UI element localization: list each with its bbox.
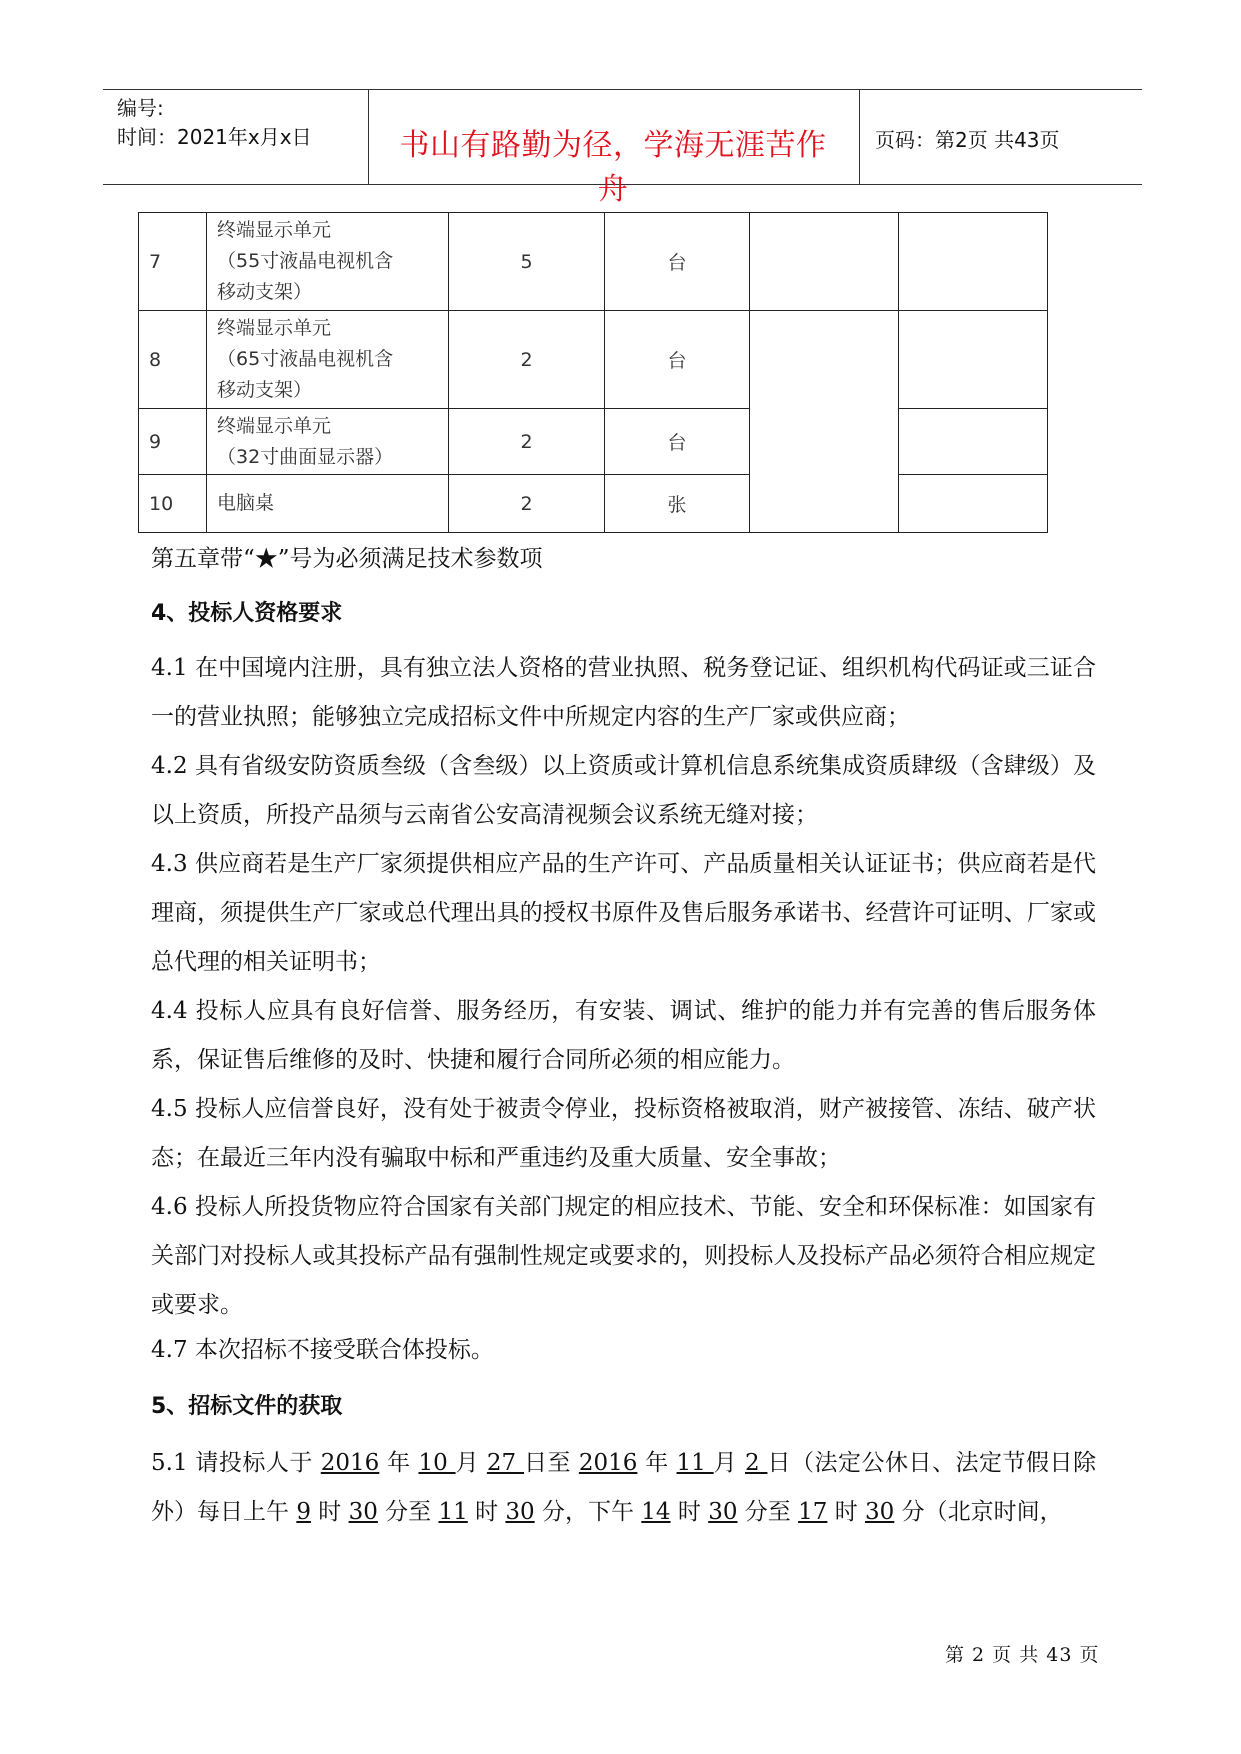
page-header [103, 89, 1142, 207]
cell-name-line: （32寸曲面显示器） [217, 445, 394, 468]
clause-4-5: 4.5 投标人应信誉良好，没有处于被责令停业，投标资格被取消，财产被接管、冻结、破产状态；在最近三年内没有骗取中标和严重违约及重大质量、安全事故； [151, 1096, 1096, 1171]
clause-4-2: 4.2 具有省级安防资质叁级（含叁级）以上资质或计算机信息系统集成资质肆级（含肆级）及以上资质，所投产品须与云南省公安高清视频会议系统无缝对接； [151, 753, 1096, 828]
cell-no: 10 [139, 475, 207, 533]
cell-no: 8 [139, 311, 207, 409]
cell-qty: 2 [449, 409, 605, 475]
cell-no: 7 [139, 213, 207, 311]
section-4-title: 4、投标人资格要求 [151, 601, 343, 626]
cell-empty [750, 213, 899, 311]
cell-qty: 5 [449, 213, 605, 311]
header-divider [368, 90, 369, 184]
header-page-number: 页码：第2页 共43页 [875, 128, 1060, 152]
cell-name [207, 311, 449, 409]
cell-name-line: 终端显示单元 [217, 414, 332, 437]
cell-name-line: 移动支架） [217, 281, 313, 303]
table-row [139, 213, 1048, 311]
header-meta [117, 94, 367, 152]
cell-empty [899, 409, 1048, 475]
cell-name-line: 终端显示单元 [217, 317, 332, 339]
cell-unit: 台 [605, 311, 750, 409]
cell-name [207, 409, 449, 475]
cell-empty [899, 311, 1048, 409]
clause-4-7: 4.7 本次招标不接受联合体投标。 [151, 1337, 494, 1363]
cell-name-line: （55寸液晶电视机含 [217, 250, 394, 272]
cell-unit: 台 [605, 409, 750, 475]
clause-4-6: 4.6 投标人所投货物应符合国家有关部门规定的相应技术、节能、安全和环保标准：如国家有关部门对投标人或其投标产品有强制性规定或要求的，则投标人及投标产品必须符合相应规定或要求。 [151, 1194, 1096, 1318]
section-5-title: 5、招标文件的获取 [151, 1394, 343, 1419]
table-row [139, 311, 1048, 409]
cell-name-line: 移动支架） [217, 379, 313, 401]
cell-name [207, 475, 449, 533]
cell-empty-merged [750, 311, 899, 533]
page-footer: 第 2 页 共 43 页 [945, 1644, 1100, 1666]
star-note: 第五章带“★”号为必须满足技术参数项 [151, 546, 543, 572]
equipment-table [138, 212, 1048, 533]
cell-no: 9 [139, 409, 207, 475]
cell-qty: 2 [449, 311, 605, 409]
clause-4-3: 4.3 供应商若是生产厂家须提供相应产品的生产许可、产品质量相关认证证书；供应商若是代理商，须提供生产厂家或总代理出具的授权书原件及售后服务承诺书、经营许可证明、厂家或总代理的相关证明书； [151, 851, 1096, 975]
header-divider [859, 90, 860, 184]
cell-name [207, 213, 449, 311]
cell-qty: 2 [449, 475, 605, 533]
table-row [139, 475, 1048, 533]
cell-name-line: 电脑桌 [217, 492, 275, 514]
doc-time-label: 时间：2021年x月x日 [117, 125, 312, 149]
cell-empty [899, 475, 1048, 533]
clause-4-1: 4.1 在中国境内注册，具有独立法人资格的营业执照、税务登记证、组织机构代码证或三证合一的营业执照；能够独立完成招标文件中所规定内容的生产厂家或供应商； [151, 655, 1096, 730]
doc-number-label: 编号: [117, 96, 164, 120]
table-row [139, 409, 1048, 475]
clause-4-4: 4.4 投标人应具有良好信誉、服务经历，有安装、调试、维护的能力并有完善的售后服务体系，保证售后维修的及时、快捷和履行合同所必须的相应能力。 [151, 998, 1096, 1073]
cell-unit: 张 [605, 475, 750, 533]
cell-name-line: 终端显示单元 [217, 219, 332, 241]
document-body [151, 537, 1096, 1537]
clause-5-1: 5.1 请投标人于 2016 年 10 月 27 日至 2016 年 11 月 2 日（法定公休日、法定节假日除外）每日上午 9 时 30 分至 11 时 30 分，下午 14 时 30 分至 17 时 30 分（北京时间， [151, 1450, 1097, 1525]
header-motto: 书山有路勤为径，学海无涯苦作舟 [399, 128, 827, 207]
cell-name-line: （65寸液晶电视机含 [217, 348, 394, 370]
cell-empty [899, 213, 1048, 311]
cell-unit: 台 [605, 213, 750, 311]
